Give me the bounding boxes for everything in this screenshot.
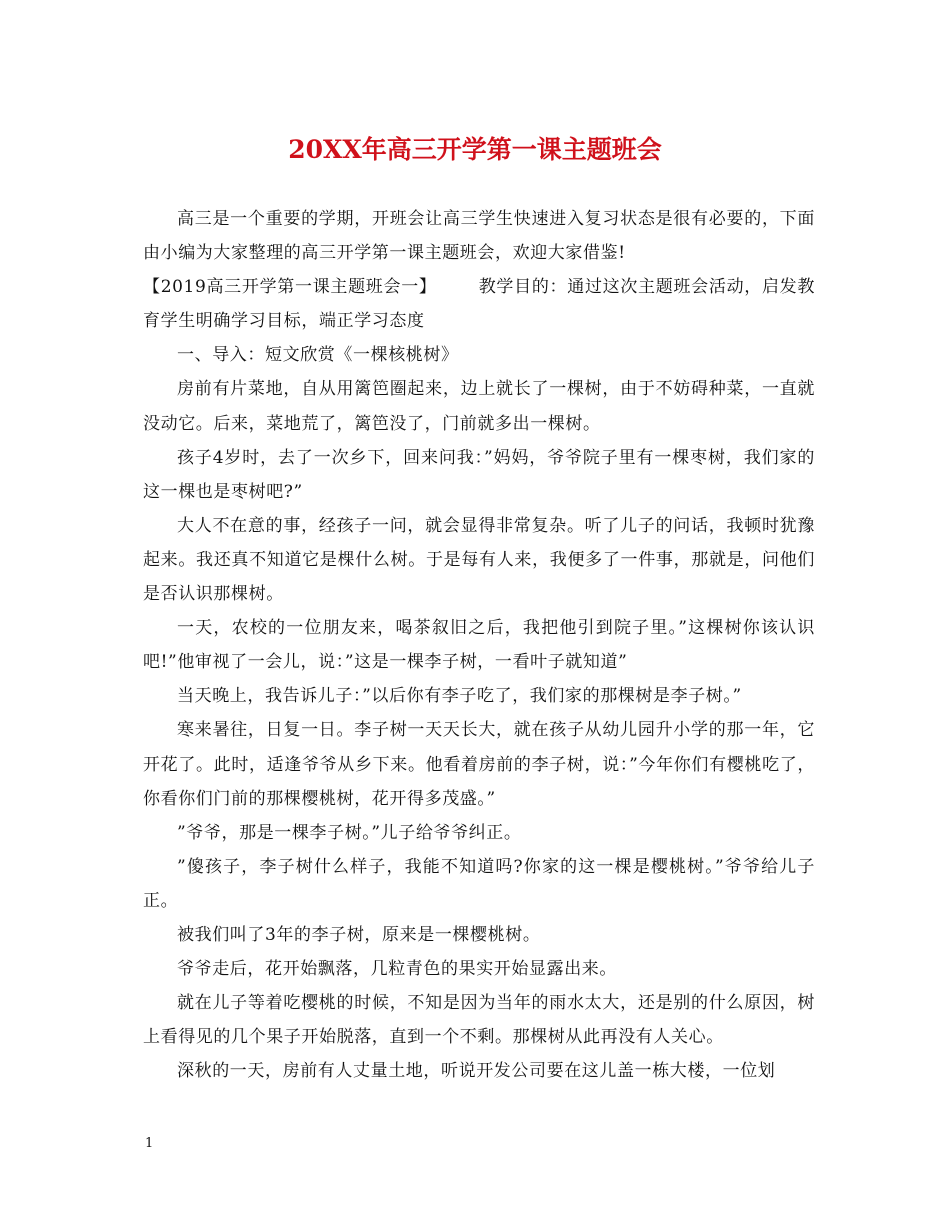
body-paragraph: 大人不在意的事，经孩子一问，就会显得非常复杂。听了儿子的问话，我顿时犹豫起来。我还真不知道它是棵什么树。于是每有人来，我便多了一件事，那就是，问他们是否认识那棵树。 (143, 515, 815, 605)
document-title: 20XX年高三开学第一课主题班会 (288, 135, 662, 164)
body-paragraph: 孩子4岁时，去了一次乡下，回来问我：”妈妈，爷爷院子里有一棵枣树，我们家的这一棵也是枣树吧?” (143, 447, 815, 502)
body-paragraph: ”傻孩子，李子树什么样子，我能不知道吗?你家的这一棵是樱桃树。”爷爷给儿子正。 (143, 856, 815, 911)
body-paragraph: ”爷爷，那是一棵李子树。”儿子给爷爷纠正。 (177, 822, 522, 843)
body-paragraph: 一、导入：短文欣赏《一棵核桃树》 (177, 345, 459, 366)
document-body (143, 202, 815, 1088)
section-purpose: 教学目的：通过这次主题班会活动，启发教育学生明确学习目标，端正学习态度 (143, 277, 815, 332)
body-paragraph: 当天晚上，我告诉儿子：”以后你有李子吃了，我们家的那棵树是李子树。” (177, 686, 742, 707)
body-paragraph: 就在儿子等着吃樱桃的时候，不知是因为当年的雨水太大，还是别的什么原因，树上看得见的几个果子开始脱落，直到一个不剩。那棵树从此再没有人关心。 (143, 993, 815, 1048)
body-paragraph: 一天，农校的一位朋友来，喝茶叙旧之后，我把他引到院子里。”这棵树你该认识吧!”他审视了一会儿，说：”这是一棵李子树，一看叶子就知道” (143, 618, 815, 673)
intro-paragraph: 高三是一个重要的学期，开班会让高三学生快速进入复习状态是很有必要的，下面由小编为大家整理的高三开学第一课主题班会，欢迎大家借鉴! (143, 209, 815, 264)
body-paragraph: 爷爷走后，花开始飘落，几粒青色的果实开始显露出来。 (177, 959, 617, 980)
section-paragraph (143, 270, 815, 338)
section-heading: 【2019高三开学第一课主题班会一】 (143, 277, 437, 298)
body-paragraph: 深秋的一天，房前有人丈量土地，听说开发公司要在这儿盖一栋大楼，一位划 (177, 1061, 776, 1082)
body-paragraph: 房前有片菜地，自从用篱笆圈起来，边上就长了一棵树，由于不妨碍种菜，一直就没动它。后来，菜地荒了，篱笆没了，门前就多出一棵树。 (143, 379, 815, 434)
page-number: 1 (145, 1136, 154, 1151)
body-paragraph: 寒来暑往，日复一日。李子树一天天长大，就在孩子从幼儿园升小学的那一年，它开花了。此时，适逢爷爷从乡下来。他看着房前的李子树，说：”今年你们有樱桃吃了，你看你们门前的那棵樱桃树，花开得多茂盛。” (143, 720, 815, 809)
body-paragraph: 被我们叫了3年的李子树，原来是一棵樱桃树。 (177, 924, 541, 945)
